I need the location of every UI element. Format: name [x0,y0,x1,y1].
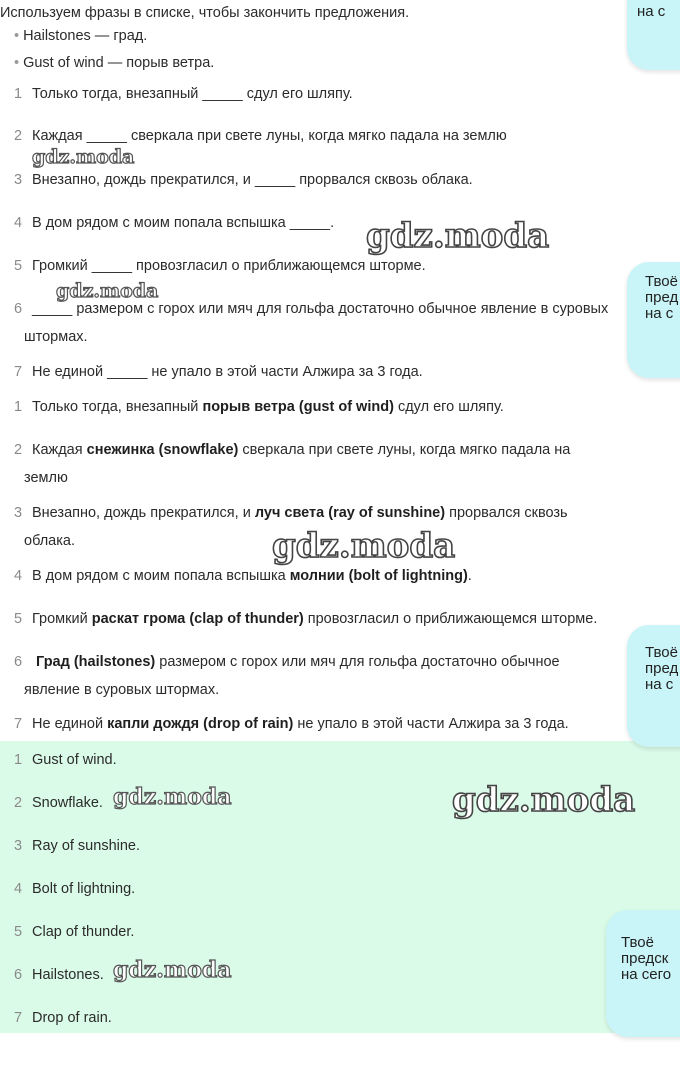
task-row: 2 Каждая _____ сверкала при свете луны, когда мягко падала на землю [14,128,507,144]
short-answer: 1 Gust of wind. [14,752,117,768]
answer-row-continuation: явление в суровых штормах. [24,682,220,698]
short-answer: 5 Clap of thunder. [14,924,135,940]
instruction-title: Используем фразы в списке, чтобы закончить предложения. [0,5,410,21]
task-row: 7 Не единой _____ не упало в этой части Алжира за 3 года. [14,364,423,380]
watermark: gdz.moda [113,957,232,983]
answer-row-continuation: землю [24,470,68,486]
answer-row: 7 Не единой капли дождя (drop of rain) не упало в этой части Алжира за 3 года. [14,716,569,732]
watermark: gdz.moda [32,146,135,168]
answer-row: 6 Град (hailstones) размером с горох или мяч для гольфа достаточно обычное [14,654,560,670]
short-answer: 3 Ray of sunshine. [14,838,141,854]
watermark: gdz.moda [56,280,159,302]
answer-row: 5 Громкий раскат грома (clap of thunder) провозгласил о приближающемся шторме. [14,611,598,627]
watermark: gdz.moda [452,780,636,820]
short-answer: 4 Bolt of lightning. [14,881,136,897]
task-row: 5 Громкий _____ провозгласил о приближающемся шторме. [14,258,426,274]
task-row-continuation: штормах. [24,329,88,345]
short-answer: 7 Drop of rain. [14,1010,112,1026]
answer-row: 4 В дом рядом с моим попала вспышка молнии (bolt of lightning). [14,568,472,584]
vocab-item: • Hailstones — град. [14,28,148,44]
chat-bubble[interactable]: на с [627,0,680,70]
short-answer: 2 Snowflake. [14,795,103,811]
task-row: 6 _____ размером с горох или мяч для гольфа достаточно обычное явление в суровых [14,301,609,317]
task-row: 1 Только тогда, внезапный _____ сдул его шляпу. [14,86,353,102]
task-row: 3 Внезапно, дождь прекратился, и _____ прорвался сквозь облака. [14,172,473,188]
chat-bubble[interactable]: Твоё пред на с [627,262,680,378]
answer-row: 1 Только тогда, внезапный порыв ветра (gust of wind) сдул его шляпу. [14,399,504,415]
answer-row-continuation: облака. [24,533,75,549]
task-row: 4 В дом рядом с моим попала вспышка _____. [14,215,335,231]
answer-row: 3 Внезапно, дождь прекратился, и луч света (ray of sunshine) прорвался сквозь [14,505,568,521]
watermark: gdz.moda [272,526,456,566]
vocab-item: • Gust of wind — порыв ветра. [14,55,215,71]
chat-bubble[interactable]: Твоё предск на сего [606,910,680,1037]
chat-bubble[interactable]: Твоё пред на с [627,625,680,747]
answer-row: 2 Каждая снежинка (snowflake) сверкала при свете луны, когда мягко падала на [14,442,571,458]
short-answer: 6 Hailstones. [14,967,104,983]
watermark: gdz.moda [113,784,232,810]
watermark: gdz.moda [366,216,550,256]
